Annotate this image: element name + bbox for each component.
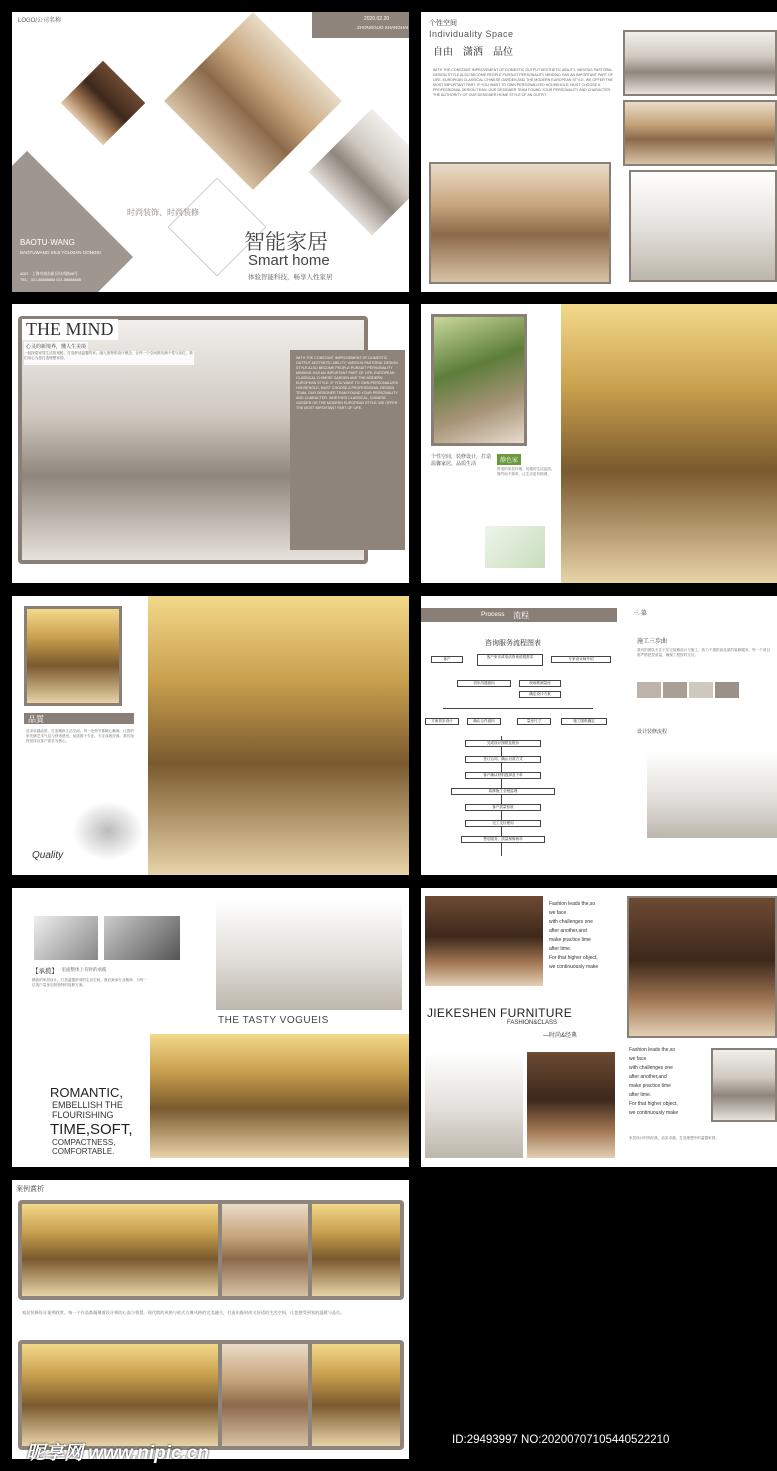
fashion-line: with challenges one	[549, 919, 593, 925]
fashion-line: make practice time	[629, 1083, 671, 1089]
flow-mid-1: 初步沟通意向	[457, 680, 511, 687]
right-title: 施工三步曲	[637, 639, 668, 645]
romantic-line-4: TIME,SOFT,	[50, 1121, 133, 1138]
city-text: ZHONGGUO SHANGHAI	[357, 25, 409, 30]
cover-slogan: 体验智能科技，畅享人性家居	[248, 274, 333, 281]
flow-chain-1: 完成设计图纸及报价	[465, 740, 541, 747]
flow-chain-7: 售后服务，质量保修两年	[461, 836, 545, 843]
section-title-cn: 个性空间	[429, 20, 457, 27]
fashion-line: we face	[549, 910, 567, 916]
fashion-line: after another,and	[629, 1074, 667, 1080]
section-body: WITH THE CONSTANT IMPROVEMENT OF DOMESTIC OUTPUT AESTHETIC ABILITY, VARIOUS PASTORAL DESIGN STYLE ALSO BECOME PEOPLE PURSUIT PERSONALITY MINDING HAS AN IMPORTANT PART OF LIFE. EUROPEAN CLASSICAL CHINESE GARDEN AND THE MODERN EUROPEAN STYLE. WE OFFER THE MOST IMPORTANT PART. IF YOU WANT TO OWN PERSONALIZED HOUSEHOLD, MUST CHOOSE A PROFESSIONAL DESIGN TEAM. OUR DESIGNER TEAM FOUND YOUR PERSONALITY AND CHARACTER. THE AUTHORITY OF OUR DESIGNER HOME STYLE OF AN OUTFIT.	[433, 68, 613, 97]
page-cover	[12, 12, 409, 292]
quality-main-photo	[148, 596, 409, 875]
right-thumb-1	[637, 682, 661, 698]
diamond-accent	[12, 151, 133, 292]
furniture-brand-sub: FASHION&CLASS	[507, 1020, 558, 1026]
flow-mid-3: 确定设计方案	[519, 691, 561, 698]
romantic-line-5: COMPACTNESS,	[52, 1138, 116, 1147]
romantic-line-2: EMBELLISH THE	[52, 1100, 123, 1110]
romantic-line-6: COMFORTABLE.	[52, 1147, 115, 1156]
furniture-photo-3	[425, 1052, 523, 1158]
mind-body-cn: 一起探索家居生活的奥秘，打造舒适温馨的家。融入独特的设计理念，让每一个空间都充满个性与品位，我们用心为您打造理想家园。	[24, 351, 194, 365]
tasty-caption: THE TASTY VOGUEIS	[218, 1015, 329, 1026]
cover-title-cn: 智能家居	[244, 231, 328, 254]
tasty-photo	[216, 898, 402, 1010]
fashion-line: we continuously make	[629, 1110, 679, 1116]
fashion-line: after another,and	[549, 928, 587, 934]
right-thumb-4	[715, 682, 739, 698]
page-quality	[12, 596, 409, 875]
furniture-body: 家居设计时尚经典，品质卓越，打造理想中的温馨家园。	[629, 1136, 719, 1140]
case-photo-2	[222, 1204, 308, 1296]
case-photo-4	[22, 1344, 218, 1446]
furniture-photo-2	[627, 896, 777, 1038]
right-body: 我们的团队专注于住宅装修设计与施工，致力于提供高品质的装修服务。每一个项目都严格把控质量，确保工程按时交付。	[637, 648, 770, 657]
page-the-mind	[12, 304, 409, 583]
quality-section: 品質	[28, 715, 44, 724]
brand-name: BAOTU·WANG	[20, 238, 75, 247]
section-words: 自由 潇洒 品位	[433, 47, 513, 58]
process-tab-cn: 流程	[513, 611, 529, 620]
flow-chain-4: 装修施工全程监理	[451, 788, 555, 795]
photo-mid-right	[623, 100, 777, 166]
fashion-line: Fashion leads the,so	[629, 1047, 676, 1053]
fashion-line: after time.	[629, 1092, 652, 1098]
quality-sketch	[72, 801, 144, 861]
fashion-line: For that higher object,	[549, 955, 598, 961]
vertical-text: 个性空间，装修设计，打造温馨家居，品质生活	[431, 454, 492, 467]
right-thumb-2	[663, 682, 687, 698]
fashion-line: with challenges one	[629, 1065, 673, 1071]
badge-text: 静色家	[497, 454, 521, 465]
fashion-line: after time.	[549, 946, 572, 952]
cover-title-en: Smart home	[248, 252, 330, 269]
furniture-brand-cn: —时尚&经典	[543, 1033, 578, 1039]
furniture-photo-5	[711, 1048, 777, 1122]
dining-photo	[150, 1034, 409, 1158]
fashion-line: Fashion leads the,so	[549, 901, 596, 907]
flow-chain-6: 完工交付使用	[465, 820, 541, 827]
romantic-section-sub: ·里面整体上有时的承揽	[60, 967, 107, 972]
furniture-brand: JIEKESHEN FURNITURE	[427, 1006, 573, 1020]
footer-id: ID:29493997 NO:20200707105440522210	[452, 1434, 670, 1446]
quality-label: Quality	[32, 850, 64, 861]
quality-thumb	[24, 606, 122, 706]
flow-top-3: 专家设计师介绍	[551, 656, 611, 663]
mind-body-en: WITH THE CONSTANT IMPROVEMENT OF DOMESTIC OUTPUT AESTHETIC ABILITY, VARIOUS PASTORAL DESIGN STYLE ALSO BECOME PEOPLE PURSUIT PERSONALITY MINDING HAS AN IMPORTANT PART OF LIFE. EUROPEAN CLASSICAL CHINESE GARDEN AND THE MODERN EUROPEAN STYLE. IF YOU WANT TO OWN PERSONALIZED HOUSEHOLD, MUST CHOOSE A PROFESSIONAL DESIGN TEAM. OUR DESIGNER TEAM FOUND YOUR PERSONALITY AND CHARACTER. WHETHER CLASSICAL, CHINESE GARDEN OR THE MODERN EUROPEAN STYLE, WE OFFER THE MOST IMPORTANT PART OF LIFE.	[296, 356, 399, 410]
furniture-photo-1	[425, 896, 543, 986]
section-title-en: Individuality Space	[429, 29, 514, 39]
right-label: 三·第	[633, 611, 647, 617]
tv-wall-photo	[647, 752, 777, 838]
flow-row3-3: 量房尺寸	[517, 718, 551, 725]
page-process	[421, 596, 777, 875]
furniture-photo-4	[527, 1052, 615, 1158]
brand-sub: BAOTUWANG KEJI YOUXIAN GONGSI	[20, 250, 101, 255]
flow-row3-2: 确认合作意向	[467, 718, 501, 725]
romantic-line-1: ROMANTIC,	[50, 1085, 123, 1100]
flow-h-line	[443, 708, 593, 709]
living-room-photo	[561, 304, 777, 583]
diamond-photo-small	[56, 56, 149, 149]
flow-row3-4: 施工图纸确定	[561, 718, 607, 725]
plant-photo	[431, 314, 527, 446]
fashion-text-1	[549, 900, 629, 990]
sketch-photo	[485, 526, 545, 568]
flow-row3-1: 方案初步设计	[425, 718, 459, 725]
photo-large	[429, 162, 611, 284]
page-romantic	[12, 888, 409, 1167]
flow-top-2: 客户来访或电话咨询说明需求	[477, 654, 543, 666]
office-photo	[104, 916, 180, 960]
case-photo-3	[312, 1204, 400, 1296]
photo-top-right	[623, 30, 777, 96]
right-thumb-3	[689, 682, 713, 698]
case-photo-6	[312, 1344, 400, 1446]
cases-body: 家居装修设计案例欣赏，每一个作品都凝聚着设计师的心血与智慧。现代简约风格与欧式古典风格的完美融合，打造出既时尚又舒适的生活空间，让您感受到家的温暖与品位。	[22, 1310, 345, 1315]
case-photo-1	[22, 1204, 218, 1296]
decor-body: 舒适的家居环境，优雅的生活品质。简约而不简单，让生活更有格调。	[497, 467, 555, 476]
romantic-body: 精致的家居设计，打造温馨舒适的生活空间。我们秉承专业精神，为每一位客户量身定制独特的装修方案。	[32, 978, 147, 987]
fashion-line: For that higher object,	[629, 1101, 678, 1107]
mind-headline: 心灵的新境界，懂人生美境	[26, 344, 87, 350]
fashion-line: we face	[629, 1056, 647, 1062]
flow-mid-2: 现场勘测量房	[519, 680, 561, 687]
mind-title: THE MIND	[22, 319, 118, 340]
romantic-line-3: FLOURISHING	[52, 1110, 114, 1120]
fashion-line: we continuously make	[549, 964, 599, 970]
date-text: 2020.02.20	[364, 16, 390, 22]
flow-chain-2: 签订合同，确认付款方式	[465, 756, 541, 763]
flow-top-1: 客户	[431, 656, 463, 663]
fashion-line: make practice time	[549, 937, 591, 943]
page-furniture	[421, 888, 777, 1167]
footer-site: 昵享网 www.nipic.cn	[26, 1443, 209, 1464]
logo-text: LOGO/公司名称	[18, 18, 62, 24]
process-tab-en: Process	[481, 611, 505, 618]
flow-chain-3: 客户确认材料选择及下单	[465, 772, 541, 779]
cover-tagline: 时尚装饰、时尚装修	[127, 208, 199, 217]
case-photo-5	[222, 1344, 308, 1446]
brand-address: ADD：上海市浦东新区时尚路88号	[20, 272, 78, 276]
right-sub: 设计装修流程	[637, 729, 668, 735]
romantic-section: 【承揽】	[32, 968, 58, 975]
page-individuality	[421, 12, 777, 292]
page-cases	[12, 1180, 409, 1459]
page-green-decor	[421, 304, 777, 583]
photo-bottom-right	[629, 170, 777, 282]
flow-chart-title: 咨询服务流程图表	[485, 640, 541, 647]
pen-photo	[34, 916, 98, 960]
brand-phone: TEL：021-88888888 021-88888888	[20, 278, 81, 282]
fashion-text-2	[629, 1046, 709, 1126]
flow-chain-5: 客户质量验收	[465, 804, 541, 811]
cases-title: 案例賞析	[16, 1186, 44, 1193]
quality-body: 追求卓越品质，打造精致生活空间。每一处细节都精心雕琢，让您的家充满艺术气息与舒适感受。品质源于专业，专注成就经典，我们始终坚持以客户需求为核心。	[26, 729, 134, 743]
